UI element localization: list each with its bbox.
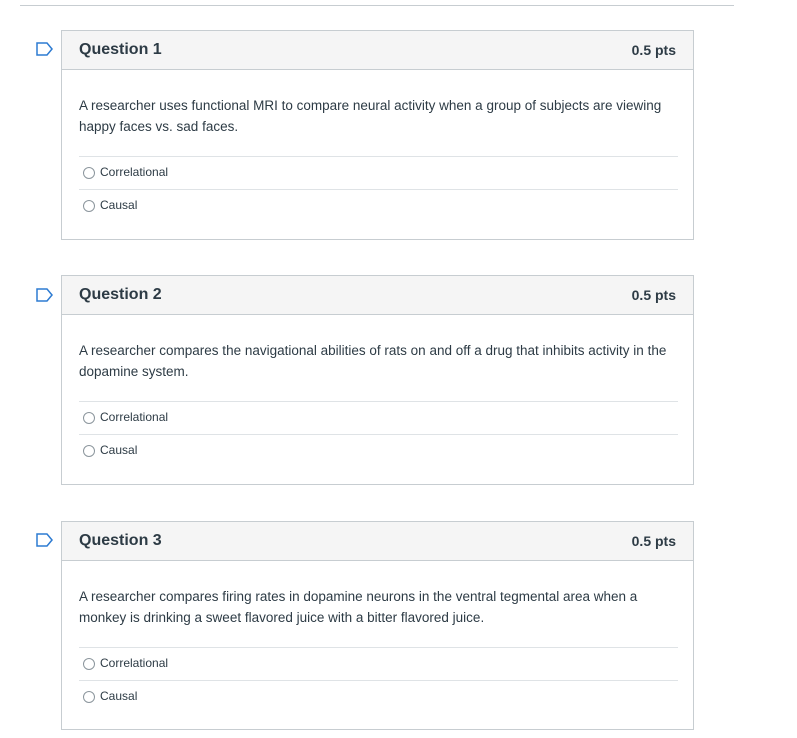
answer-label: Causal [100,689,138,703]
radio-button-icon[interactable] [83,167,95,179]
answer-option-causal[interactable] [79,189,678,222]
question-card [61,30,694,240]
answer-label: Correlational [100,165,169,179]
question-title: Question 3 [79,532,162,549]
answer-option-correlational[interactable] [79,401,678,434]
question-title: Question 2 [79,286,162,303]
question-header [62,522,693,561]
answer-label: Correlational [100,410,169,424]
radio-button-icon[interactable] [83,691,95,703]
question-points: 0.5 pts [631,287,676,303]
answer-label: Causal [100,443,138,457]
question-text: A researcher compares the navigational abilities of rats on and off a drug that inhibits activity in the dopamine system. [79,343,667,379]
question-title: Question 1 [79,41,162,58]
radio-button-icon[interactable] [83,445,95,457]
question-points: 0.5 pts [631,42,676,58]
question-header [62,31,693,70]
top-divider [20,5,734,6]
radio-button-icon[interactable] [83,658,95,670]
question-header [62,276,693,315]
answer-list [79,401,678,467]
flag-question-icon[interactable] [36,42,54,56]
answer-option-correlational[interactable] [79,647,678,680]
question-card [61,521,694,730]
answer-label: Causal [100,198,138,212]
question-text: A researcher uses functional MRI to compare neural activity when a group of subjects are viewing happy faces vs. sad faces. [79,98,662,134]
answer-label: Correlational [100,656,169,670]
answer-option-causal[interactable] [79,680,678,713]
flag-question-icon[interactable] [36,533,54,547]
radio-button-icon[interactable] [83,412,95,424]
answer-option-correlational[interactable] [79,156,678,189]
question-card [61,275,694,485]
radio-button-icon[interactable] [83,200,95,212]
question-text: A researcher compares firing rates in dopamine neurons in the ventral tegmental area when a monkey is drinking a sweet flavored juice with a bitter flavored juice. [79,589,638,625]
question-points: 0.5 pts [631,533,676,549]
answer-option-causal[interactable] [79,434,678,467]
answer-list [79,647,678,713]
flag-question-icon[interactable] [36,288,54,302]
answer-list [79,156,678,222]
